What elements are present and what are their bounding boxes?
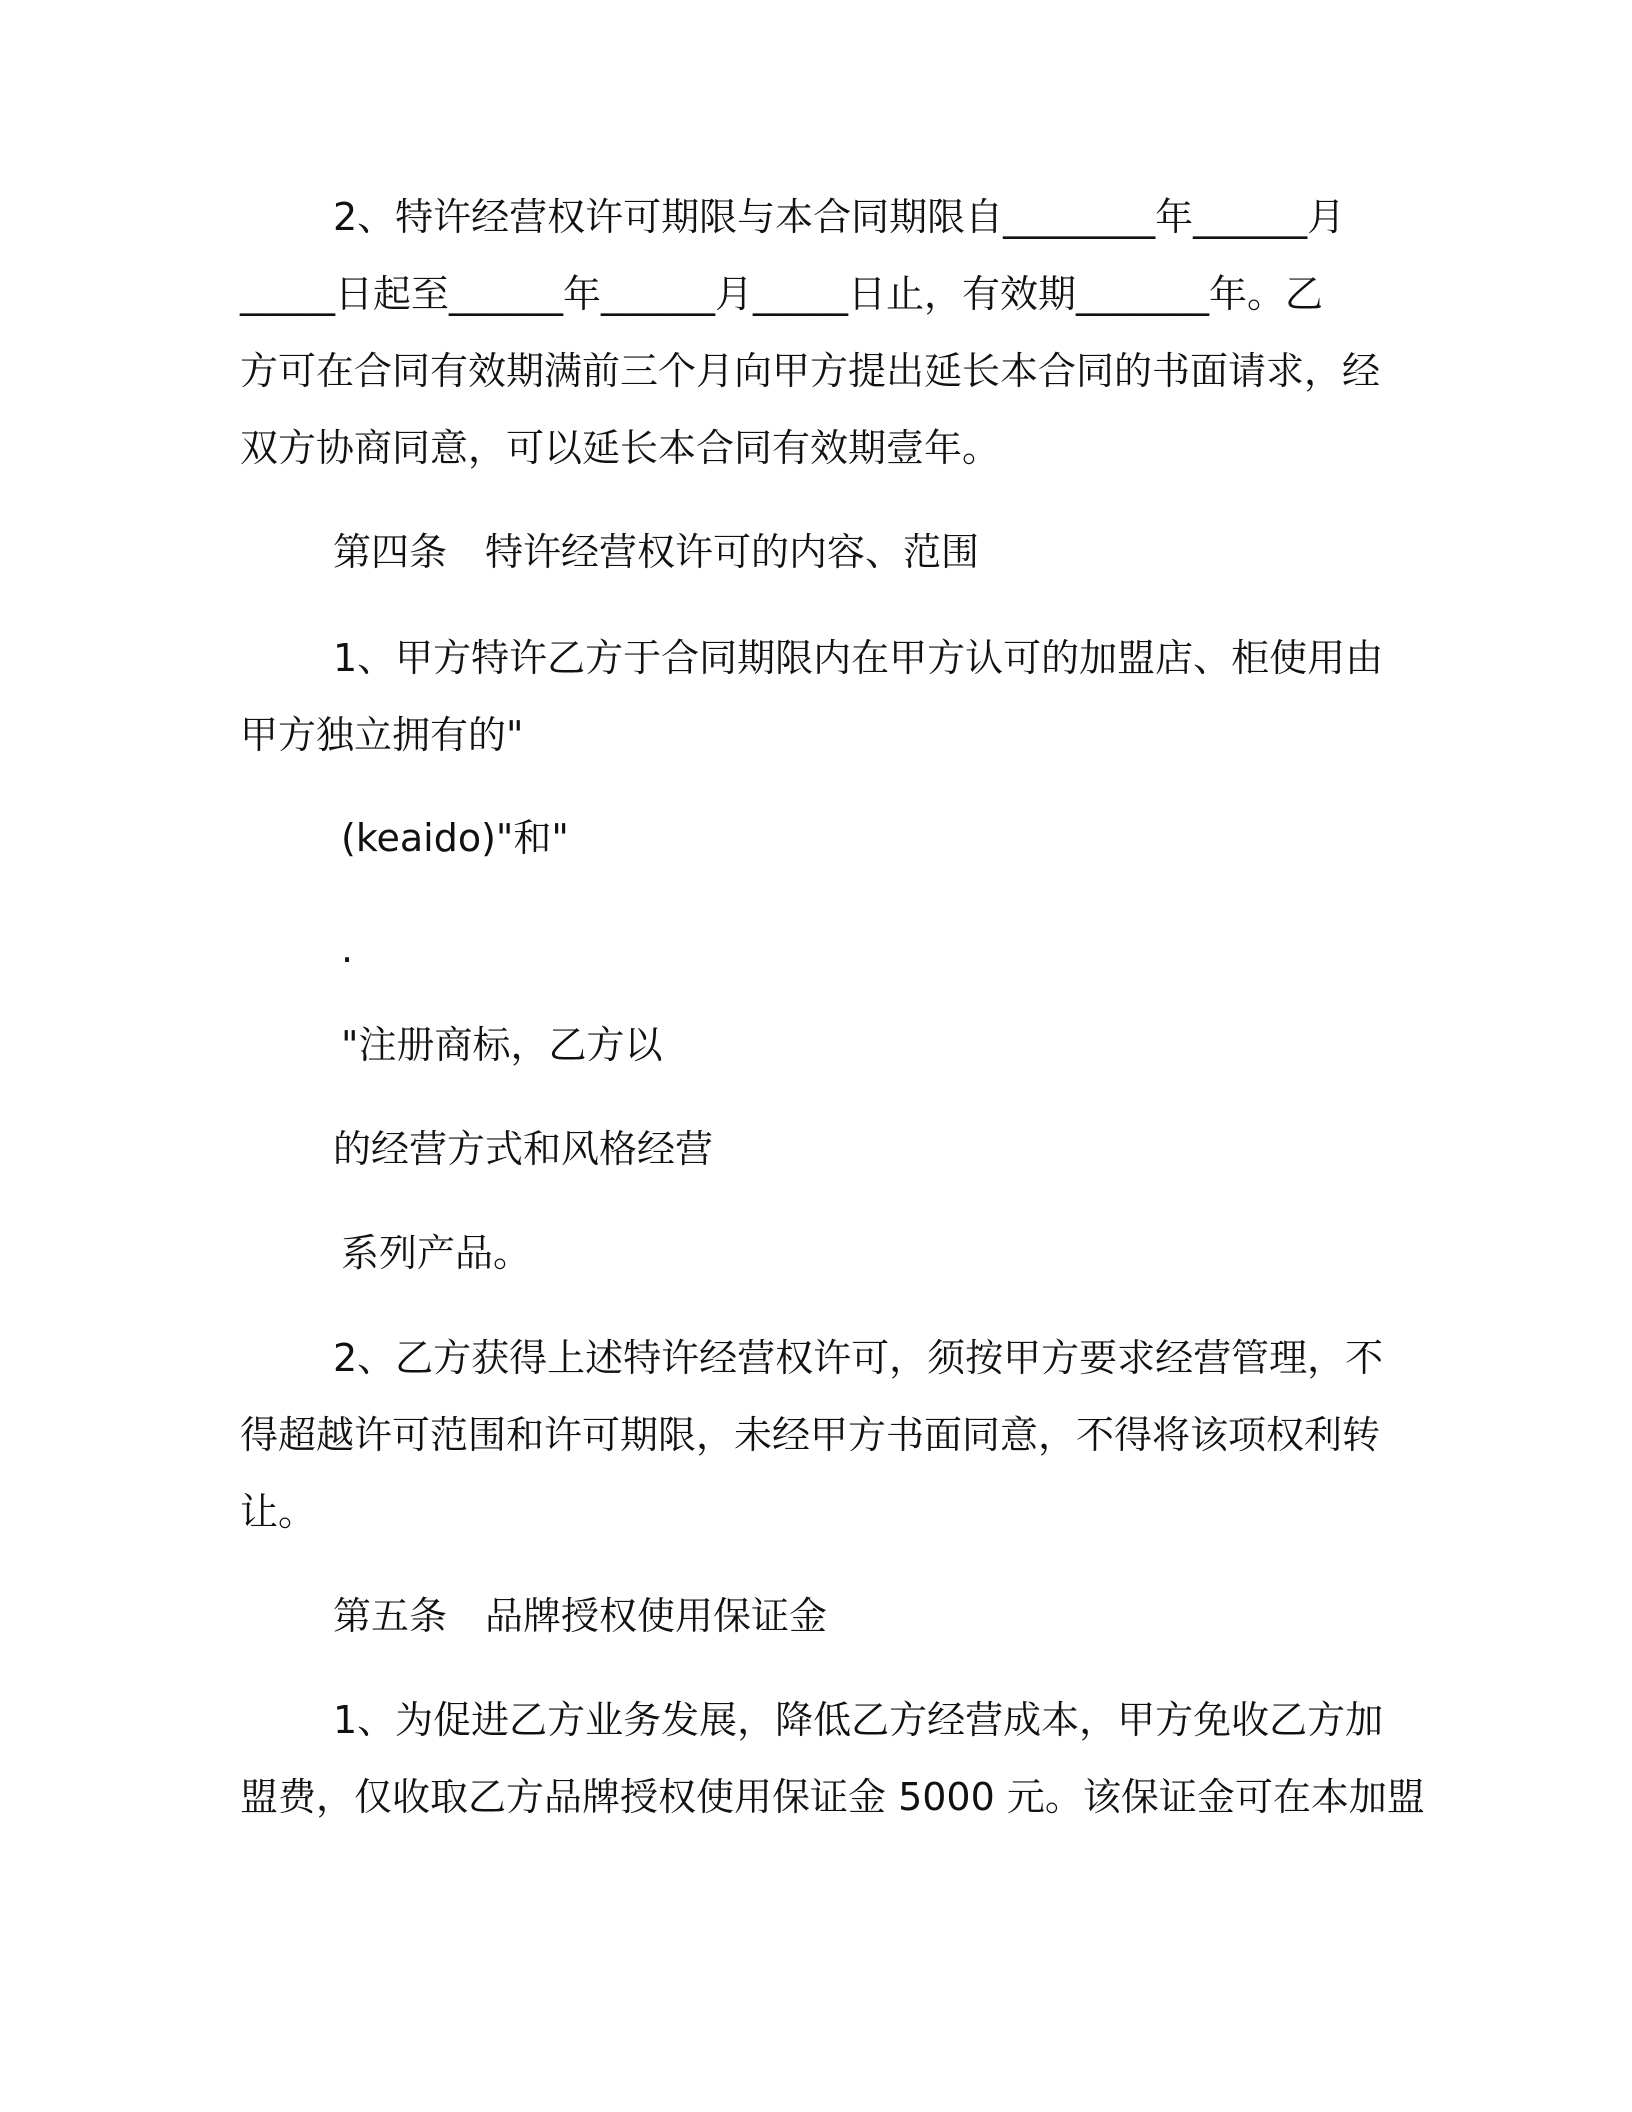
article-4-item-1-line-2: 甲方独立拥有的": [240, 713, 524, 757]
article-4-heading: 第四条 特许经营权许可的内容、范围: [333, 530, 980, 574]
article-4-item-1-line-3: (keaido)"和": [341, 816, 569, 860]
article-5-item-1-line-2: 盟费，仅收取乙方品牌授权使用保证金 5000 元。该保证金可在本加盟: [240, 1775, 1425, 1819]
article-4-item-1-line-5: "注册商标，乙方以: [341, 1023, 663, 1067]
article-4-item-2-line-1: 2、乙方获得上述特许经营权许可，须按甲方要求经营管理，不: [333, 1336, 1384, 1380]
article-4-item-1-line-1: 1、甲方特许乙方于合同期限内在甲方认可的加盟店、柜使用由: [333, 636, 1384, 680]
article-4-item-2-line-3: 让。: [240, 1490, 317, 1534]
article-4-item-1-line-4: .: [341, 927, 354, 971]
article-4-item-1-line-7: 系列产品。: [341, 1231, 532, 1275]
clause-3-item-2-line-4: 双方协商同意，可以延长本合同有效期壹年。: [240, 426, 1001, 470]
clause-3-item-2-line-3: 方可在合同有效期满前三个月向甲方提出延长本合同的书面请求，经: [240, 349, 1381, 393]
article-5-heading: 第五条 品牌授权使用保证金: [333, 1594, 828, 1638]
article-4-item-2-line-2: 得超越许可范围和许可期限，未经甲方书面同意，不得将该项权利转: [240, 1413, 1381, 1457]
article-5-item-1-line-1: 1、为促进乙方业务发展，降低乙方经营成本，甲方免收乙方加: [333, 1698, 1384, 1742]
clause-3-item-2-line-2: _____日起至______年______月_____日止，有效期_______年。乙: [240, 272, 1324, 316]
article-4-item-1-line-6: 的经营方式和风格经营: [333, 1127, 714, 1171]
clause-3-item-2-line-1: 2、特许经营权许可期限与本合同期限自________年______月: [333, 195, 1346, 239]
